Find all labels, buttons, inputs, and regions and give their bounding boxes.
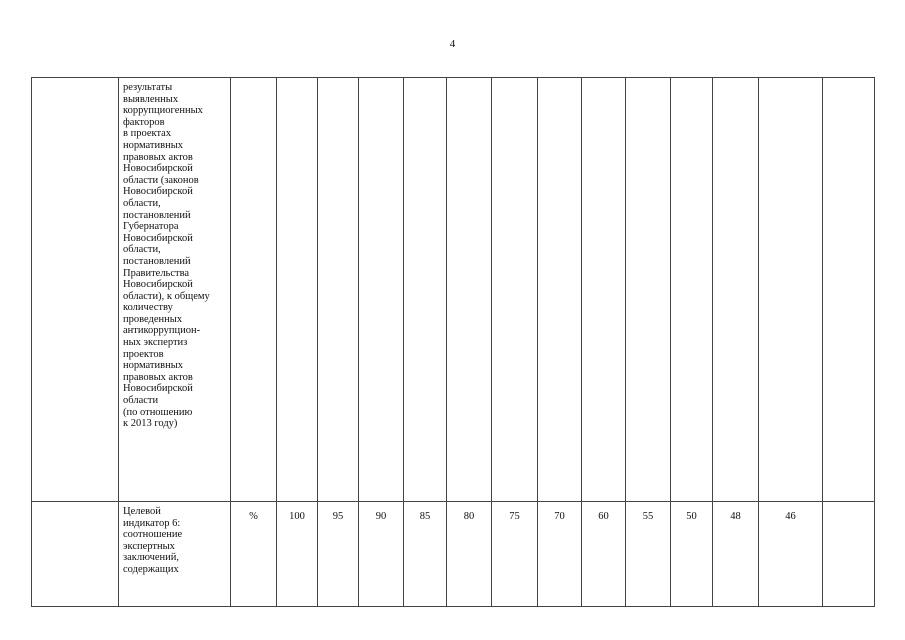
row-number-cell bbox=[32, 502, 119, 607]
value-cell bbox=[538, 78, 582, 502]
indicator-description-cell bbox=[119, 78, 231, 502]
value-cell bbox=[626, 78, 671, 502]
description-line: Целевой bbox=[123, 506, 161, 517]
description-line: количеству bbox=[123, 302, 173, 314]
row-number-cell bbox=[32, 78, 119, 502]
value-cell bbox=[359, 78, 404, 502]
table-body bbox=[32, 78, 875, 607]
description-line: Губернатора bbox=[123, 221, 179, 233]
indicator-table bbox=[31, 77, 875, 607]
unit-cell: % bbox=[231, 502, 277, 607]
value-cell: 75 bbox=[492, 502, 538, 607]
value-cell: 100 bbox=[277, 502, 318, 607]
table-row bbox=[32, 502, 875, 607]
value-cell bbox=[404, 78, 447, 502]
value-cell bbox=[492, 78, 538, 502]
description-line: постановлений bbox=[123, 255, 191, 267]
description-line: соотношение bbox=[123, 529, 183, 541]
description-line: к 2013 году) bbox=[123, 418, 178, 430]
description-line: области bbox=[123, 395, 159, 407]
description-line: проведенных bbox=[123, 313, 183, 325]
description-line: антикоррупцион- bbox=[123, 325, 201, 337]
value-cell: 90 bbox=[359, 502, 404, 607]
description-line: заключений, bbox=[123, 552, 180, 564]
description-line: нормативных bbox=[123, 360, 184, 372]
value-cell bbox=[277, 78, 318, 502]
value-cell: 85 bbox=[404, 502, 447, 607]
description-line: Новосибирской bbox=[123, 383, 193, 395]
description-line: (по отношению bbox=[123, 406, 193, 418]
description-line: индикатор 6: bbox=[123, 517, 181, 529]
description-line: Новосибирской bbox=[123, 186, 193, 198]
page-number: 4 bbox=[449, 38, 456, 50]
value-cell: 70 bbox=[538, 502, 582, 607]
description-line: проектов bbox=[123, 348, 164, 360]
value-cell: 55 bbox=[626, 502, 671, 607]
description-line: области (законов bbox=[123, 174, 199, 186]
description-line: постановлений bbox=[123, 209, 191, 221]
description-line: правовых актов bbox=[123, 371, 193, 383]
value-cell: 95 bbox=[318, 502, 359, 607]
note-cell bbox=[823, 502, 875, 607]
description-line: в проектах bbox=[123, 128, 172, 140]
description-line: Новосибирской bbox=[123, 163, 193, 175]
description-line: Новосибирской bbox=[123, 279, 193, 291]
value-cell bbox=[671, 78, 713, 502]
description-line: факторов bbox=[123, 116, 165, 128]
value-cell bbox=[582, 78, 626, 502]
unit-cell bbox=[231, 78, 277, 502]
description-line: области, bbox=[123, 197, 161, 209]
value-cell: 46 bbox=[759, 502, 823, 607]
value-cell: 48 bbox=[713, 502, 759, 607]
value-cell bbox=[759, 78, 823, 502]
description-line: Новосибирской bbox=[123, 232, 193, 244]
value-cell bbox=[318, 78, 359, 502]
description-line: нормативных bbox=[123, 139, 184, 151]
value-cell bbox=[447, 78, 492, 502]
value-cell: 80 bbox=[447, 502, 492, 607]
value-cell: 60 bbox=[582, 502, 626, 607]
description-line: области, bbox=[123, 244, 161, 256]
description-line: экспертных bbox=[123, 540, 175, 552]
value-cell: 50 bbox=[671, 502, 713, 607]
description-line: результаты bbox=[123, 82, 173, 93]
description-line: содержащих bbox=[123, 563, 179, 575]
value-cell bbox=[713, 78, 759, 502]
description-line: Правительства bbox=[123, 267, 190, 279]
description-line: правовых актов bbox=[123, 151, 193, 163]
description-line: выявленных bbox=[123, 93, 179, 105]
table-row bbox=[32, 78, 875, 502]
indicator-description-cell bbox=[119, 502, 231, 607]
description-line: области), к общему bbox=[123, 290, 210, 302]
description-line: ных экспертиз bbox=[123, 337, 188, 349]
note-cell bbox=[823, 78, 875, 502]
description-line: коррупциогенных bbox=[123, 105, 203, 117]
